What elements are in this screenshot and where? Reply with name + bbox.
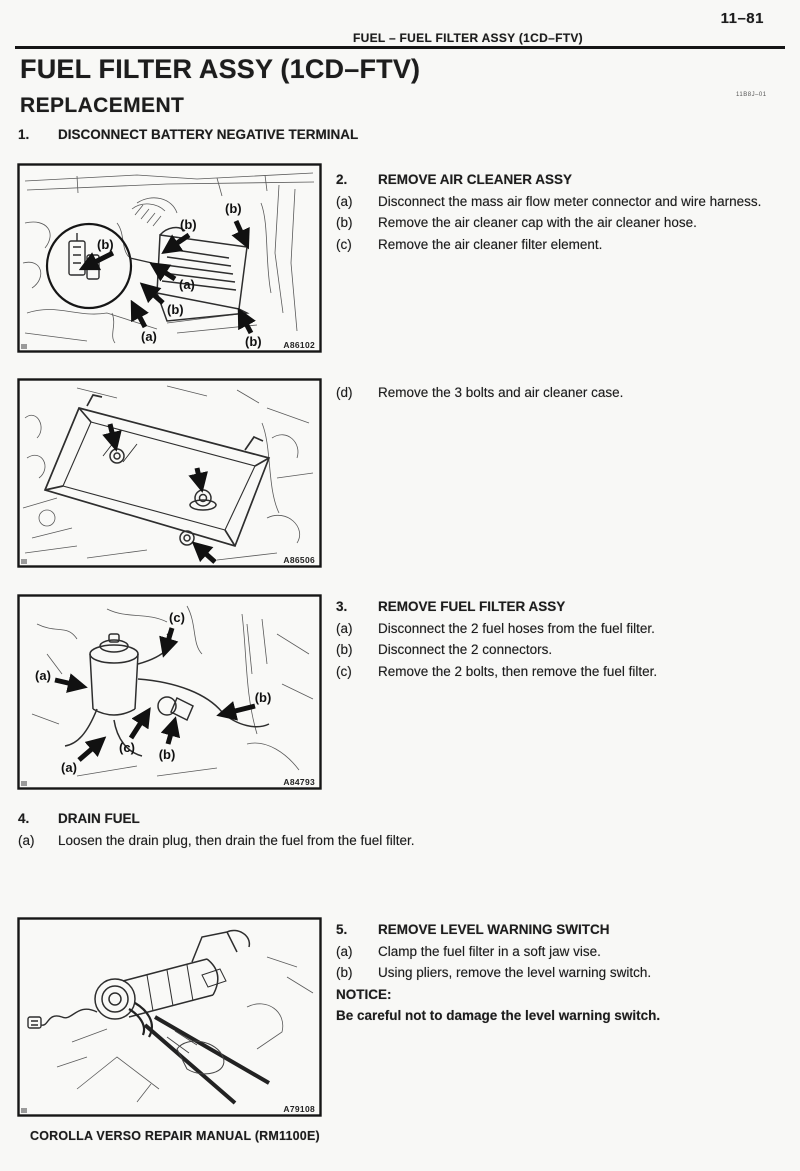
figure-code: A84793 <box>283 777 315 787</box>
section-step-4 <box>18 808 778 851</box>
step-item <box>336 941 796 963</box>
figure-air-cleaner-assy <box>17 163 322 353</box>
step-item <box>336 639 796 661</box>
step-item-label: (a) <box>18 832 35 848</box>
section-step-1 <box>18 124 778 146</box>
page-subtitle: REPLACEMENT <box>20 94 185 117</box>
step-item-label: (a) <box>336 193 353 209</box>
figure-code: A86506 <box>283 555 315 565</box>
step-item-text: Clamp the fuel filter in a soft jaw vise. <box>378 943 601 959</box>
svg-text:(b): (b) <box>158 747 176 762</box>
step-item-label: (b) <box>336 215 353 230</box>
callout-arrows <box>110 424 215 562</box>
svg-text:(c): (c) <box>169 610 185 625</box>
scan-artifact <box>21 781 27 786</box>
step-heading: REMOVE AIR CLEANER ASSY <box>378 172 573 187</box>
scan-artifact <box>21 1108 27 1113</box>
step-item-label: (c) <box>336 663 352 679</box>
step-item-text: Disconnect the 2 connectors. <box>378 642 553 657</box>
background-linework <box>57 957 313 1102</box>
step-item <box>336 382 796 404</box>
step-item-label: (c) <box>336 236 352 252</box>
step-item-label: (b) <box>336 642 353 657</box>
step-item <box>18 830 778 852</box>
svg-text:(b): (b) <box>254 690 272 705</box>
step-item <box>336 618 796 640</box>
step-item <box>336 661 796 683</box>
running-head: FUEL – FUEL FILTER ASSY (1CD–FTV) <box>353 31 583 45</box>
svg-text:(b): (b) <box>245 334 262 349</box>
section-step-2d <box>336 382 796 404</box>
scan-artifact <box>21 559 27 564</box>
svg-text:(b): (b) <box>167 302 184 317</box>
pliers <box>129 1003 269 1103</box>
step-item-text: Remove the 3 bolts and air cleaner case. <box>378 385 624 400</box>
page-number: 11–81 <box>720 10 764 27</box>
step-item-text: Disconnect the 2 fuel hoses from the fuel filter. <box>378 620 655 636</box>
svg-text:(a): (a) <box>61 760 77 775</box>
svg-text:(b): (b) <box>97 237 114 252</box>
step-number: 4. <box>18 811 30 826</box>
figure-level-warning-switch-illustration <box>17 917 322 1117</box>
fuel-filter-in-vise <box>95 930 249 1019</box>
step-item-text: Remove the 2 bolts, then remove the fuel filter. <box>378 663 658 679</box>
svg-text:(c): (c) <box>119 740 135 755</box>
step-heading: DISCONNECT BATTERY NEGATIVE TERMINAL <box>58 127 359 142</box>
step-number: 1. <box>18 127 30 142</box>
header-rule <box>15 46 785 49</box>
step-item-label: (a) <box>336 943 353 959</box>
page-title: FUEL FILTER ASSY (1CD–FTV) <box>20 54 421 84</box>
svg-text:(b): (b) <box>180 217 197 232</box>
section-step-2 <box>336 169 796 255</box>
engine-bay-linework <box>23 173 314 343</box>
step-item-label: (a) <box>336 620 353 636</box>
figure-code: A86102 <box>283 340 315 350</box>
step-item <box>336 234 796 256</box>
notice-label: NOTICE: <box>336 986 392 1002</box>
step-item-label: (b) <box>336 965 353 980</box>
figure-air-cleaner-assy-illustration <box>17 163 322 353</box>
notice-text: Be careful not to damage the level warning switch. <box>336 1008 661 1023</box>
fuel-filter-body <box>65 634 269 756</box>
section-step-3 <box>336 596 796 682</box>
svg-text:(a): (a) <box>35 668 51 683</box>
svg-text:(b): (b) <box>225 201 242 216</box>
section-step-5 <box>336 919 796 1027</box>
callout-arrows <box>55 628 255 760</box>
air-cleaner-case <box>45 395 269 546</box>
step-item-text: Disconnect the mass air flow meter connector and wire harness. <box>378 193 762 209</box>
procedure-code: 11B8J–01 <box>736 92 767 98</box>
step-item-text: Remove the air cleaner cap with the air cleaner hose. <box>378 215 697 230</box>
step-item-text: Remove the air cleaner filter element. <box>378 236 603 252</box>
step-number: 2. <box>336 172 348 187</box>
case-bolts <box>110 449 216 545</box>
figure-code: A79108 <box>283 1104 315 1114</box>
svg-text:(a): (a) <box>179 277 195 292</box>
step-number: 3. <box>336 599 348 614</box>
engine-bay-linework <box>23 386 313 560</box>
scan-artifact <box>21 344 27 349</box>
figure-air-cleaner-case-illustration <box>17 378 322 568</box>
step-item-text: Using pliers, remove the level warning switch. <box>378 965 652 980</box>
figure-level-warning-switch <box>17 917 322 1117</box>
step-number: 5. <box>336 922 348 937</box>
step-item <box>336 212 796 234</box>
step-item-text: Loosen the drain plug, then drain the fuel from the fuel filter. <box>58 832 415 848</box>
figure-fuel-filter-illustration <box>17 594 322 790</box>
step-heading: REMOVE FUEL FILTER ASSY <box>378 599 566 614</box>
footer: COROLLA VERSO REPAIR MANUAL (RM1100E) <box>30 1129 320 1143</box>
step-item <box>336 191 796 213</box>
step-item-label: (d) <box>336 385 353 400</box>
figure-air-cleaner-case <box>17 378 322 568</box>
figure-fuel-filter <box>17 594 322 790</box>
step-item <box>336 962 796 984</box>
svg-text:(a): (a) <box>141 329 157 344</box>
wire-harness <box>28 1009 97 1028</box>
step-heading: DRAIN FUEL <box>58 811 140 826</box>
step-heading: REMOVE LEVEL WARNING SWITCH <box>378 922 610 937</box>
figure-labels <box>35 610 271 775</box>
